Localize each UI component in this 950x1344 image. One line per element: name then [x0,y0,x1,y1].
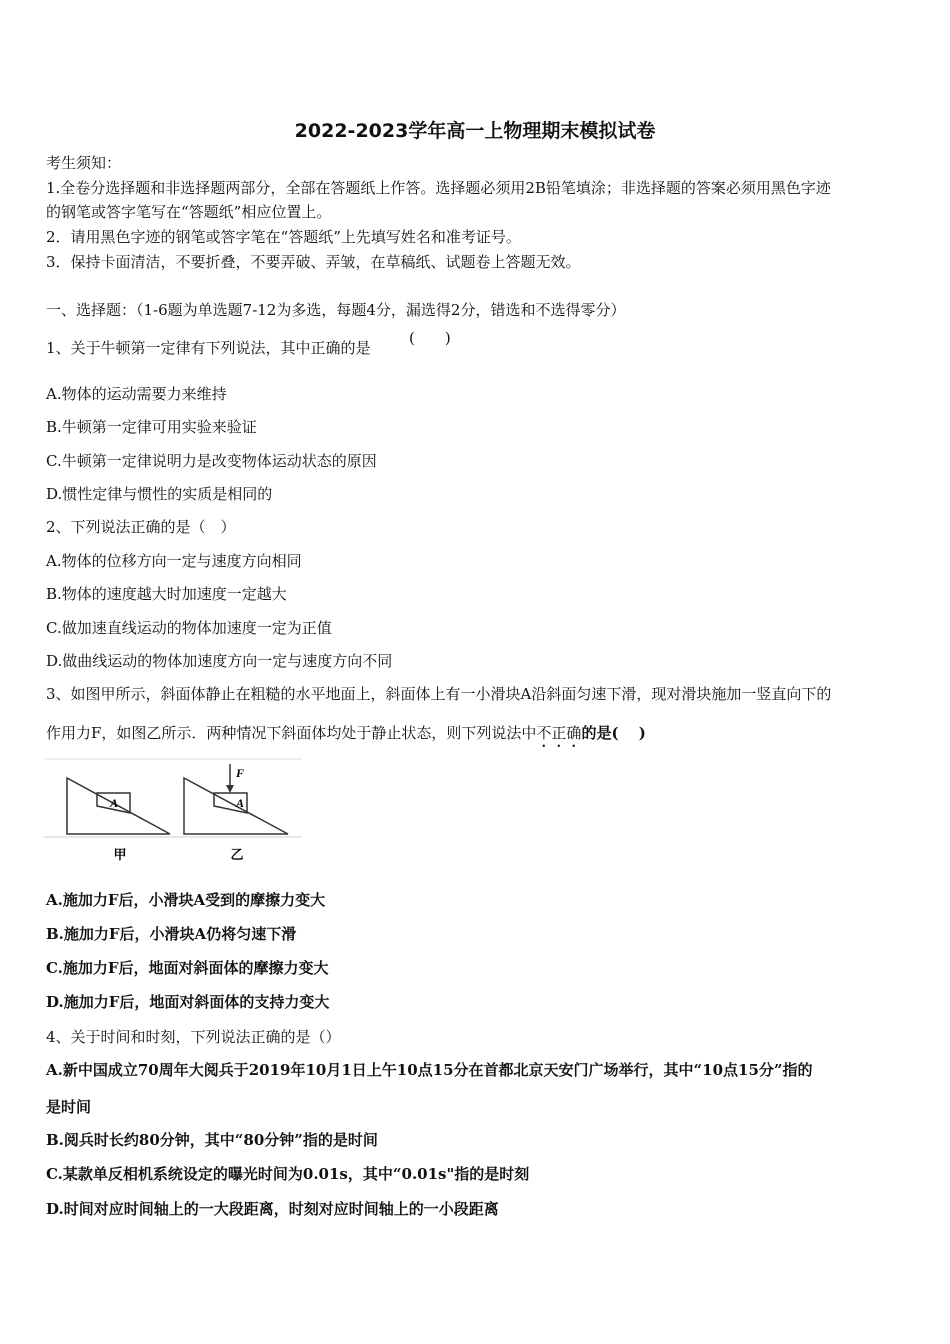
question-1-option-b: B.牛顿第一定律可用实验来验证 [46,418,257,436]
question-2-stem: 2、下列说法正确的是（ ） [46,518,236,536]
question-1-option-d: D.惯性定律与惯性的实质是相同的 [46,485,273,503]
page-title: 2022-2023学年高一上物理期末模拟试卷 [294,120,656,142]
notice-item-1-line-1: 1.全卷分选择题和非选择题两部分，全部在答题纸上作答。选择题必须用2B铅笔填涂；非选择题的答案必须用黑色字迹 [46,179,831,197]
incline-left [67,778,170,834]
question-2-option-b: B.物体的速度越大时加速度一定越大 [46,585,287,603]
block-right-label: A [235,796,245,810]
question-1-stem: 1、关于牛顿第一定律有下列说法，其中正确的是 [46,339,371,357]
question-2-option-a: A.物体的位移方向一定与速度方向相同 [46,552,302,570]
notice-heading: 考生须知： [46,154,122,172]
question-4-option-d: D.时间对应时间轴上的一大段距离，时刻对应时间轴上的一小段距离 [46,1200,499,1218]
notice-item-1-line-2: 的钢笔或答字笔写在“答题纸”相应位置上。 [46,203,332,221]
notice-item-2: 2．请用黑色字迹的钢笔或答字笔在“答题纸”上先填写姓名和准考证号。 [46,228,521,246]
question-1-option-c: C.牛顿第一定律说明力是改变物体运动状态的原因 [46,452,377,470]
question-4-stem: 4、关于时间和时刻，下列说法正确的是（） [46,1028,341,1046]
question-3-emphasis: 不正确 [536,724,582,742]
section-heading: 一、选择题：（1-6题为单选题7-12为多选，每题4分，漏选得2分，错选和不选得零分） [46,301,626,319]
incline-figure [44,758,302,868]
question-2-option-d: D.做曲线运动的物体加速度方向一定与速度方向不同 [46,652,393,670]
question-4-option-b: B.阅兵时长约80分钟，其中“80分钟”指的是时间 [46,1131,378,1149]
notice-item-3: 3．保持卡面清洁，不要折叠，不要弄破、弄皱，在草稿纸、试题卷上答题无效。 [46,253,581,271]
question-3-option-a: A.施加力F后，小滑块A受到的摩擦力变大 [46,891,326,909]
question-3-line-2-post: 的是( ) [581,724,646,742]
force-label: F [236,766,245,780]
caption-right: 乙 [230,848,244,863]
question-3-option-b: B.施加力F后，小滑块A仍将匀速下滑 [46,925,297,943]
question-4-option-a-line-1: A.新中国成立70周年大阅兵于2019年10月1日上午10点15分在首都北京天安门广场举行，其中“10点15分”指的 [46,1061,813,1079]
question-3-option-c: C.施加力F后，地面对斜面体的摩擦力变大 [46,959,329,977]
question-3-option-d: D.施加力F后，地面对斜面体的支持力变大 [46,993,330,1011]
question-4-option-a-line-2: 是时间 [46,1098,92,1116]
question-4-option-c: C.某款单反相机系统设定的曝光时间为0.01s，其中“0.01s"指的是时刻 [46,1165,530,1183]
question-2-option-c: C.做加速直线运动的物体加速度一定为正值 [46,619,332,637]
question-3-line-2-pre: 作用力F，如图乙所示．两种情况下斜面体均处于静止状态，则下列说法中 [46,724,537,742]
question-3-line-1: 3、如图甲所示，斜面体静止在粗糙的水平地面上，斜面体上有一小滑块A沿斜面匀速下滑，现对滑块施加一竖直向下的 [46,685,832,703]
caption-left: 甲 [113,848,127,863]
block-left-label: A [109,796,119,810]
force-arrow-head [226,785,234,793]
question-1-answer-paren: ( ) [409,329,451,347]
question-3-line-2 [46,724,646,751]
question-1-option-a: A.物体的运动需要力来维持 [46,385,227,403]
